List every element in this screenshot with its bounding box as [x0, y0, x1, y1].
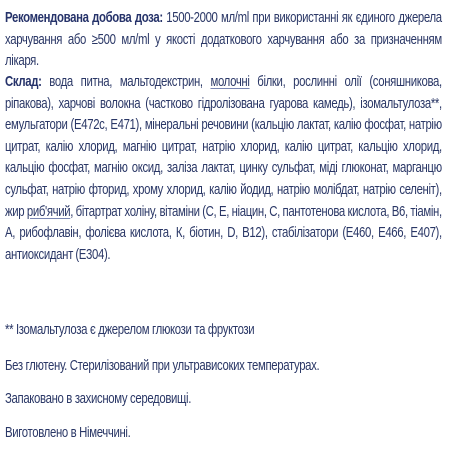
gluten-statement: Без глютену. Стерилізований при ультрависоких температурах.	[5, 358, 320, 374]
origin-statement: Виготовлено в Німеччині.	[5, 425, 131, 441]
allergen-fish: риб'ячий	[26, 203, 71, 220]
composition-text-3: , бітартрат холіну, вітаміни (С, Е, ніацин, С, пантотенова кислота, В6, тіамін, А, рибофлавін, фолієва кислота, К, біотин, D, В12), стабілізатори (Е460, Е466, Е407), антиоксидант (Е304).	[5, 203, 442, 263]
dose-label: Рекомендована добова доза:	[5, 10, 163, 26]
composition-text-1: вода питна, мальтодекстрин,	[41, 74, 211, 90]
dose-text: 1500-2000 мл/ml при використанні як єдиного джерела харчування або ≥500 мл/ml у якості додаткового харчування або за призначенням лікаря.	[5, 10, 442, 70]
allergen-milk: молочні	[210, 74, 250, 90]
composition-paragraph	[5, 72, 442, 320]
packaging-statement: Запаковано в захисному середовищі.	[5, 391, 192, 407]
composition-label: Склад:	[5, 74, 42, 90]
footnote: ** Ізомальтулоза є джерелом глюкози та фруктози	[5, 322, 255, 338]
dose-paragraph	[5, 8, 442, 72]
composition-text-2: білки, рослинні олії (соняшникова, ріпакова), харчові волокна (частково гідролізована гуарова камедь), ізомальтулоза**, емульгатори (Е472с, Е471), мінеральні речовини (кальцію лактат, калію фосфат, натрію цитрат, калію хлорид, магнію цитрат, натрію хлорид, калію цитрат, кальцію хлорид, кальцію фосфат, магнію оксид, заліза лактат, цинку сульфат, міді глюконат, марганцю сульфат, натрію фторид, хрому хлорид, калію йодид, натрію молібдат, натрію селеніт), жир	[5, 74, 442, 220]
